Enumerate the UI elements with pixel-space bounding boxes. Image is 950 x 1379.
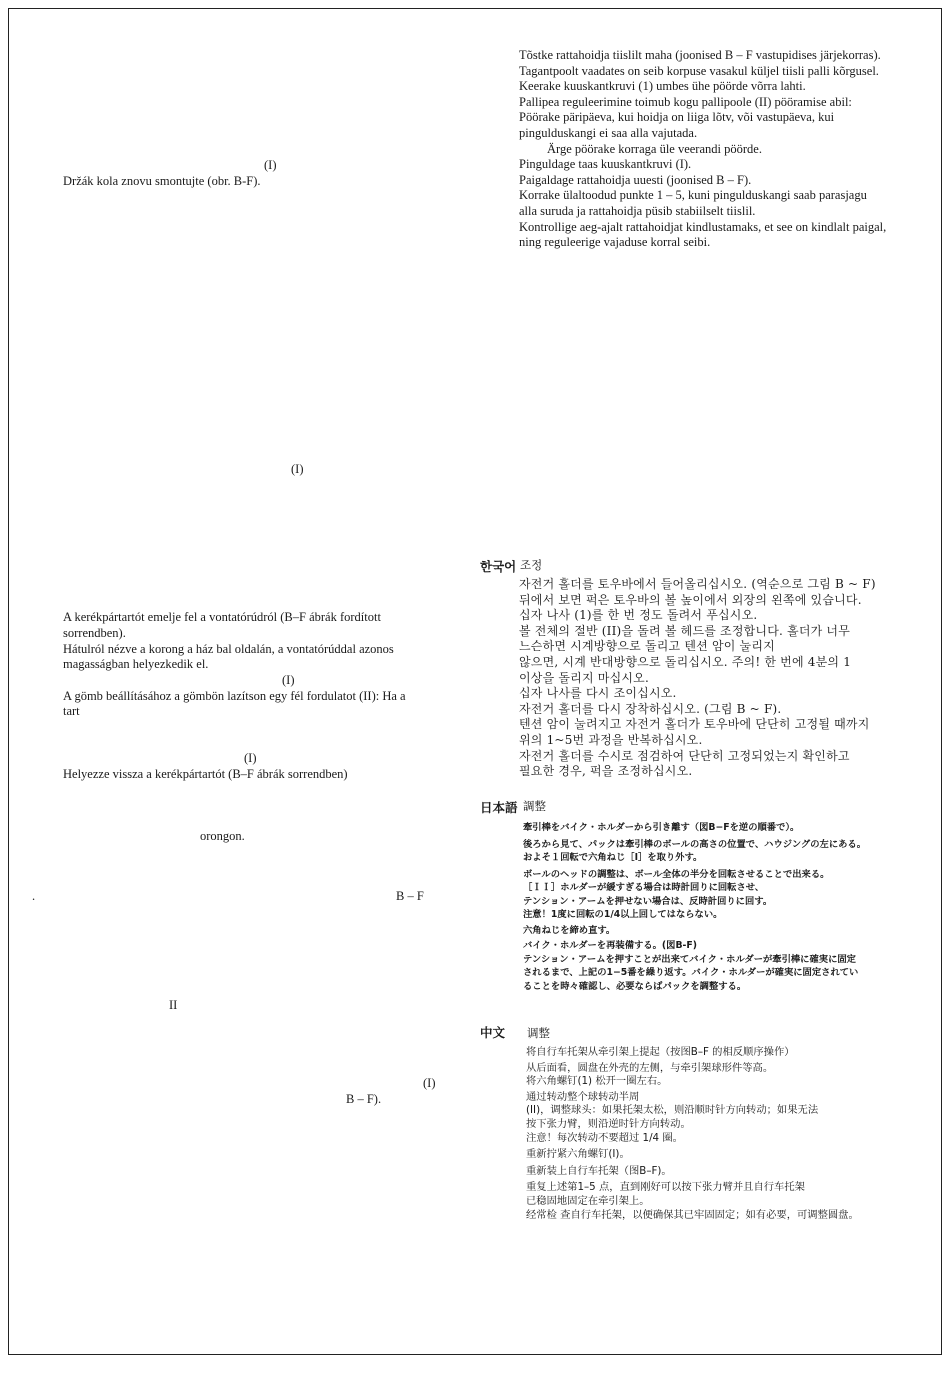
hungarian-line: Hátulról nézve a korong a ház bal oldalán, a vontatórúddal azonos — [63, 642, 394, 656]
japanese-line: ることを時々確認し、必要ならばパックを調整する。 — [523, 980, 747, 992]
hungarian-fragment: orongon. — [200, 829, 245, 843]
japanese-line: 牽引棒をバイク・ホルダーから引き離す（図B−Fを逆の順番で）。 — [523, 822, 800, 833]
estonian-line: Pinguldage taas kuuskantkruvi (I). — [519, 157, 692, 172]
korean-line: 십자 나사를 다시 조이십시오. — [519, 686, 677, 701]
japanese-line: 六角ねじを締め直す。 — [523, 924, 616, 936]
hungarian-figure-marker: (I) — [244, 751, 257, 765]
japanese-line: テンション・アームを押せない場合は、反時計回りに回す。 — [523, 895, 773, 907]
korean-section — [519, 577, 876, 780]
estonian-line: Pöörake päripäeva, kui hoidja on liiga lõtv, või vastupäeva, kui — [519, 110, 835, 125]
japanese-line: 後ろから見て、パックは牽引棒のボールの高さの位置で、ハウジングの左にある。 — [523, 838, 867, 850]
korean-line: 십자 나사 (1)를 한 번 정도 돌려서 푸십시오. — [519, 608, 758, 623]
korean-line: 텐션 암이 눌려지고 자전거 홀더가 토우바에 단단히 고정될 때까지 — [519, 717, 870, 732]
japanese-line: およそ１回転で六角ねじ［I］を取り外す。 — [523, 852, 703, 863]
korean-line: 자전거 홀더를 다시 장착하십시오. (그림 B ~ F). — [519, 701, 782, 716]
hungarian-line: magasságban helyezkedik el. — [63, 657, 209, 671]
estonian-line: Pallipea reguleerimine toimub kogu pallipoole (II) pööramise abil: — [519, 94, 852, 109]
hungarian-figure-marker: (I) — [282, 673, 295, 687]
czech-figure-marker: (I) — [264, 158, 277, 172]
korean-line: 이상을 돌리지 마십시오. — [519, 670, 649, 685]
chinese-line: 重复上述第1–5 点，直到刚好可以按下张力臂并且自行车托架 — [526, 1181, 805, 1194]
korean-line: 느슨하면 시계방향으로 돌리고 텐션 암이 눌리지 — [519, 639, 775, 654]
japanese-line: されるまで、上記の1−5番を繰り返す。バイク・ホルダーが確実に固定されてい — [523, 967, 859, 978]
korean-line: 자전거 홀더를 수시로 점검하여 단단히 고정되었는지 확인하고 — [519, 748, 850, 763]
chinese-line: 重新拧紧六角螺钉(I)。 — [526, 1148, 630, 1161]
hungarian-line: Helyezze vissza a kerékpártartót (B–F ábrák sorrendben) — [63, 767, 348, 781]
chinese-line: (II)，调整球头：如果托架太松，则沿顺时针方向转动；如果无法 — [526, 1104, 819, 1117]
estonian-line: Keerake kuuskantkruvi (1) umbes ühe pöörde võrra lahti. — [519, 79, 806, 94]
chinese-section — [526, 1046, 859, 1222]
chinese-line: 已稳固地固定在牵引架上。 — [526, 1194, 650, 1207]
estonian-line-indented: Ärge pöörake korraga üle veerandi pöörde. — [547, 141, 762, 156]
estonian-line: Tagantpoolt vaadates on seib korpuse vasakul küljel tiisli palli kõrgusel. — [519, 63, 879, 78]
chinese-line: 重新装上自行车托架（图B–F)。 — [526, 1164, 672, 1177]
hungarian-line: sorrendben). — [63, 626, 126, 640]
japanese-line: 注意！1度に回転の1/4以上回してはならない。 — [523, 909, 723, 920]
hungarian-line: tart — [63, 704, 80, 718]
hungarian-figure-marker: (I) — [423, 1076, 436, 1090]
chinese-heading: 中文 — [480, 1025, 506, 1040]
japanese-section — [523, 821, 866, 993]
japanese-heading: 日本語 — [480, 800, 518, 815]
chinese-line: 经常检 查自行车托架，以便确保其已牢固固定；如有必要，可调整圆盘。 — [526, 1208, 859, 1221]
estonian-section — [519, 48, 886, 251]
japanese-line: テンション・アームを押すことが出来てバイク・ホルダーが牽引棒に確実に固定 — [523, 953, 856, 965]
korean-line: 않으면, 시계 반대방향으로 돌리십시오. 주의! 한 번에 4분의 1 — [519, 654, 852, 669]
hungarian-fragment: . — [32, 889, 36, 903]
chinese-subheading: 调整 — [527, 1026, 550, 1040]
chinese-line: 按下张力臂，则沿逆时针方向转动。 — [526, 1117, 691, 1130]
korean-line: 뒤에서 보면 퍽은 토우바의 볼 높이에서 외장의 왼쪽에 있습니다. — [519, 592, 862, 607]
korean-line: 위의 1~5번 과정을 반복하십시오. — [519, 732, 703, 747]
figure-marker: (I) — [291, 462, 304, 476]
estonian-line: Korrake ülaltoodud punkte 1 – 5, kuni pingulduskangi saab parasjagu — [519, 188, 867, 203]
chinese-line: 注意！每次转动不要超过 1/4 圈。 — [526, 1131, 683, 1144]
japanese-line: バイク・ホルダーを再装備する。(図B-F) — [523, 940, 697, 951]
hungarian-fragment: B – F — [396, 889, 424, 903]
hungarian-fragment: B – F). — [346, 1092, 382, 1106]
korean-heading: 한국어 — [480, 559, 517, 574]
estonian-line: Paigaldage rattahoidja uuesti (joonised B – F). — [519, 172, 752, 187]
chinese-line: 将自行车托架从牵引架上提起（按图B–F 的相反顺序操作） — [526, 1046, 795, 1058]
estonian-line: Kontrollige aeg-ajalt rattahoidjat kindlustamaks, et see on kindlalt paigal, — [519, 219, 887, 234]
hungarian-line: A kerékpártartót emelje fel a vontatórúdról (B–F ábrák fordított — [63, 610, 381, 624]
estonian-line: Tõstke rattahoidja tiislilt maha (joonised B – F vastupidises järjekorras). — [519, 48, 881, 62]
chinese-line: 通过转动整个球转动半周 — [526, 1090, 640, 1103]
korean-line: 필요한 경우, 퍽을 조정하십시오. — [519, 764, 693, 779]
chinese-line: 从后面看，圆盘在外壳的左侧，与牵引架球形件等高。 — [526, 1061, 774, 1074]
korean-line: 자전거 홀더를 토우바에서 들어올리십시오. (역순으로 그림 B ~ F) — [519, 577, 876, 591]
chinese-line: 将六角螺钉(1) 松开一圈左右。 — [526, 1075, 668, 1088]
czech-instruction: Držák kola znovu smontujte (obr. B-F). — [63, 174, 261, 188]
hungarian-line: A gömb beállításához a gömbön lazítson egy fél fordulatot (II): Ha a — [63, 689, 406, 703]
korean-subheading: 조정 — [520, 558, 543, 572]
hungarian-fragment: II — [169, 998, 178, 1012]
korean-line: 볼 전체의 절반 (II)을 돌려 볼 헤드를 조정합니다. 홀더가 너무 — [519, 623, 851, 638]
estonian-line: pingulduskangi ei saa alla vajutada. — [519, 125, 698, 140]
estonian-line: ning reguleerige vajaduse korral seibi. — [519, 235, 711, 250]
japanese-line: ボールのヘッドの調整は、ボール全体の半分を回転させることで出来る。 — [523, 868, 830, 880]
estonian-line: alla suruda ja rattahoidja püsib stabiilselt tiislil. — [519, 203, 756, 218]
japanese-subheading: 調整 — [523, 799, 546, 813]
japanese-line: ［ＩＩ］ホルダーが緩すぎる場合は時計回りに回転させ、 — [523, 882, 765, 893]
